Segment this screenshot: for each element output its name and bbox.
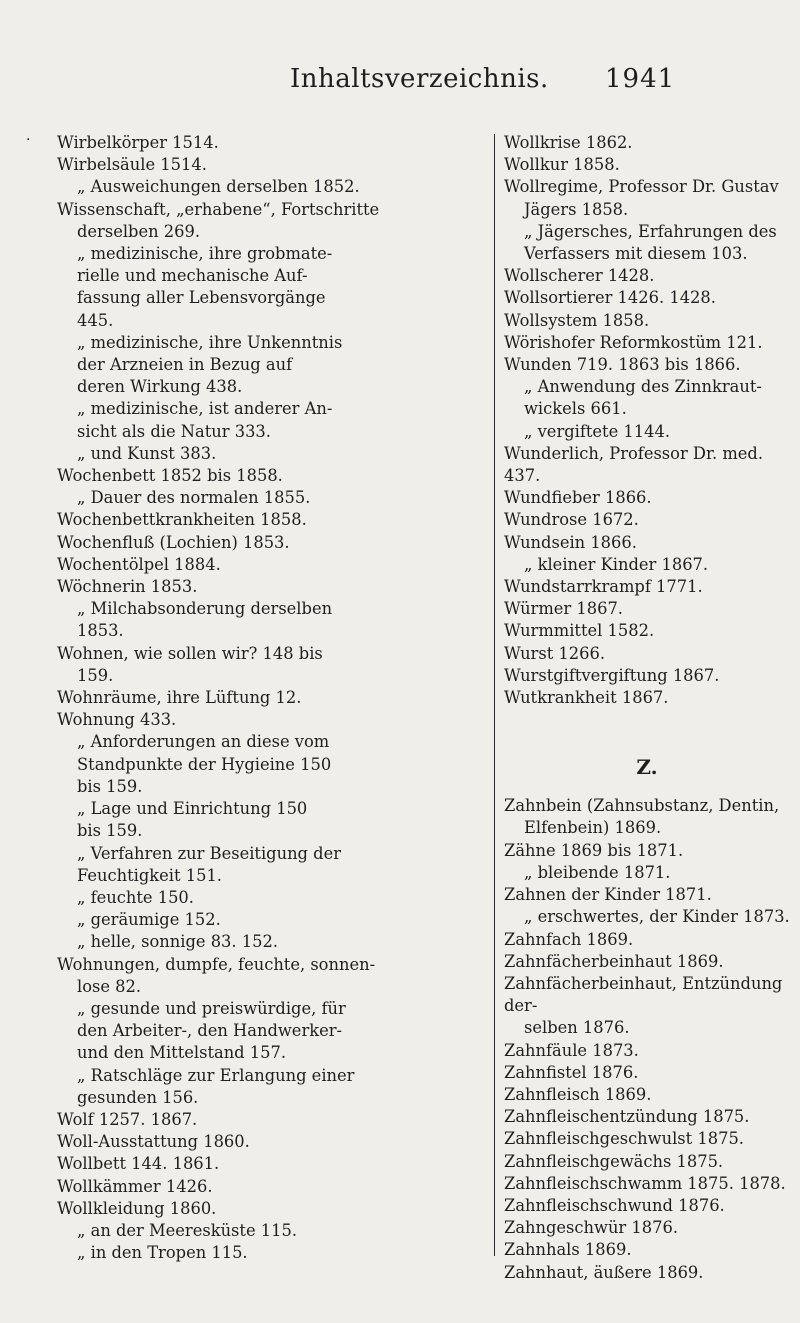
index-entry: Wollkur 1858. xyxy=(504,155,620,175)
index-entry: Wutkrankheit 1867. xyxy=(504,688,669,708)
index-entry: Zahnfäule 1873. xyxy=(504,1040,639,1060)
page-header xyxy=(0,64,800,104)
index-entry: Wochenbettkrankheiten 1858. xyxy=(57,510,307,530)
margin-mark: · xyxy=(26,132,31,148)
index-entry: sicht als die Natur 333. xyxy=(77,421,271,441)
index-entry: Wollsystem 1858. xyxy=(504,310,650,330)
index-entry: Zahnfleischschwund 1876. xyxy=(504,1195,725,1215)
index-entry: Wissenschaft, „erhabene“, Fortschritte xyxy=(57,199,380,219)
index-entry: Wirbelkörper 1514. xyxy=(57,133,219,152)
index-entry: „ Verfahren zur Beseitigung der xyxy=(77,843,341,863)
index-entry: „ in den Tropen 115. xyxy=(77,1243,248,1263)
index-entry: „ medizinische, ihre Unkenntnis xyxy=(77,332,343,352)
index-entry: Zähne 1869 bis 1871. xyxy=(504,840,684,860)
index-entry: Wollsortierer 1426. 1428. xyxy=(504,288,716,308)
index-entry: 159. xyxy=(77,665,114,685)
index-entry: Wochenfluß (Lochien) 1853. xyxy=(57,532,290,552)
index-entry: Wunden 719. 1863 bis 1866. xyxy=(504,355,741,375)
index-entry: Zahnfleischgeschwulst 1875. xyxy=(504,1129,744,1149)
index-entry: Zahnfächerbeinhaut 1869. xyxy=(504,951,724,971)
right-column xyxy=(504,132,790,1284)
index-entry: Jägers 1858. xyxy=(524,199,629,219)
index-entry: bis 159. xyxy=(77,776,143,796)
page-number: 1941 xyxy=(605,64,676,94)
index-entry: Wundsein 1866. xyxy=(504,532,637,552)
column-divider xyxy=(494,134,495,1256)
index-entry: wickels 661. xyxy=(524,399,627,419)
index-entry: 445. xyxy=(77,310,114,330)
index-entry: „ medizinische, ihre grobmate- xyxy=(77,244,333,264)
index-entry: „ Ratschläge zur Erlangung einer xyxy=(77,1065,355,1085)
index-entry: „ gesunde und preiswürdige, für xyxy=(77,998,346,1018)
index-entry: Wundrose 1672. xyxy=(504,510,639,530)
index-entry: Wohnräume, ihre Lüftung 12. xyxy=(57,688,302,708)
index-entry: Wundfieber 1866. xyxy=(504,488,652,508)
index-entry: „ Jägersches, Erfahrungen des xyxy=(524,221,777,241)
index-entry: den Arbeiter-, den Handwerker- xyxy=(77,1021,343,1041)
index-entry: Wollkleidung 1860. xyxy=(57,1198,217,1218)
index-entry: „ Ausweichungen derselben 1852. xyxy=(77,177,360,197)
index-entry: fassung aller Lebensvorgänge xyxy=(77,288,326,308)
index-entry: Zahnfleischgewächs 1875. xyxy=(504,1151,724,1171)
index-entry: Zahnfleisch 1869. xyxy=(504,1084,652,1104)
index-entry: Wirbelsäule 1514. xyxy=(57,155,207,175)
index-entry: Wollkrise 1862. xyxy=(504,133,633,152)
index-entry: Wurstgiftvergiftung 1867. xyxy=(504,665,720,685)
index-entry: Zahnhals 1869. xyxy=(504,1240,632,1260)
index-entry: „ erschwertes, der Kinder 1873. xyxy=(524,907,790,927)
index-entry: Wollbett 144. 1861. xyxy=(57,1154,220,1174)
index-entry: deren Wirkung 438. xyxy=(77,377,243,397)
index-entry: „ Dauer des normalen 1855. xyxy=(77,488,311,508)
index-entry: Zahngeschwür 1876. xyxy=(504,1218,678,1238)
index-entry: „ und Kunst 383. xyxy=(77,443,217,463)
index-entry: rielle und mechanische Auf- xyxy=(77,266,308,286)
index-entry: „ medizinische, ist anderer An- xyxy=(77,399,333,419)
index-entry: „ bleibende 1871. xyxy=(524,862,671,882)
index-entry: Elfenbein) 1869. xyxy=(524,818,662,838)
index-entry: Standpunkte der Hygieine 150 xyxy=(77,754,332,774)
index-entry: Wundstarrkrampf 1771. xyxy=(504,577,703,597)
index-entry: Verfassers mit diesem 103. xyxy=(524,244,748,264)
right-column-top xyxy=(504,132,790,709)
index-entry: Wollscherer 1428. xyxy=(504,266,655,286)
index-entry: Zahnhaut, äußere 1869. xyxy=(504,1262,704,1282)
index-entry: Wochenbett 1852 bis 1858. xyxy=(57,466,283,486)
index-entry: Wochentölpel 1884. xyxy=(57,554,221,574)
index-entry: derselben 269. xyxy=(77,221,201,241)
index-entry: „ an der Meeresküste 115. xyxy=(77,1220,298,1240)
index-entry: Zahnen der Kinder 1871. xyxy=(504,885,712,905)
index-entry: Wohnung 433. xyxy=(57,710,177,730)
index-entry: Woll-Ausstattung 1860. xyxy=(57,1132,250,1152)
index-entry: und den Mittelstand 157. xyxy=(77,1043,287,1063)
left-column xyxy=(57,132,445,1264)
index-entry: gesunden 156. xyxy=(77,1087,199,1107)
index-entry: Zahnfleischentzündung 1875. xyxy=(504,1107,750,1127)
header-title: Inhaltsverzeichnis. xyxy=(290,64,549,94)
index-entry: „ Lage und Einrichtung 150 xyxy=(77,799,308,819)
index-entry: 1853. xyxy=(77,621,124,641)
index-entry: Wollkämmer 1426. xyxy=(57,1176,213,1196)
index-entry: Zahnfistel 1876. xyxy=(504,1062,639,1082)
index-entry: „ Anwendung des Zinnkraut- xyxy=(524,377,762,397)
index-entry: „ Milchabsonderung derselben xyxy=(77,599,333,619)
right-column-bottom xyxy=(504,795,790,1283)
index-entry: selben 1876. xyxy=(524,1018,630,1038)
index-entry: Zahnfleischschwamm 1875. 1878. xyxy=(504,1173,786,1193)
index-entry: Wollregime, Professor Dr. Gustav xyxy=(504,177,779,197)
index-entry: Zahnfächerbeinhaut, Entzündung der- xyxy=(504,973,783,1016)
index-entry: „ feuchte 150. xyxy=(77,887,194,907)
index-entry: „ helle, sonnige 83. 152. xyxy=(77,932,279,952)
section-letter-z: Z. xyxy=(636,755,658,780)
index-entry: Wöchnerin 1853. xyxy=(57,577,198,597)
index-entry: Würmer 1867. xyxy=(504,599,623,619)
index-entry: Wörishofer Reformkostüm 121. xyxy=(504,332,763,352)
index-entry: Zahnfach 1869. xyxy=(504,929,634,949)
index-entry: „ Anforderungen an diese vom xyxy=(77,732,330,752)
index-entry: lose 82. xyxy=(77,976,142,996)
index-entry: „ kleiner Kinder 1867. xyxy=(524,554,709,574)
index-entry: Wolf 1257. 1867. xyxy=(57,1109,198,1129)
index-entry: bis 159. xyxy=(77,821,143,841)
index-entry: „ geräumige 152. xyxy=(77,910,221,930)
index-entry: Wurmmittel 1582. xyxy=(504,621,655,641)
index-entry: Wunderlich, Professor Dr. med. 437. xyxy=(504,443,763,486)
index-entry: Feuchtigkeit 151. xyxy=(77,865,222,885)
index-entry: „ vergiftete 1144. xyxy=(524,421,671,441)
index-entry: Wurst 1266. xyxy=(504,643,606,663)
index-entry: Wohnungen, dumpfe, feuchte, sonnen- xyxy=(57,954,376,974)
index-entry: Wohnen, wie sollen wir? 148 bis xyxy=(57,643,323,663)
index-entry: Zahnbein (Zahnsubstanz, Dentin, xyxy=(504,796,780,816)
index-entry: der Arzneien in Bezug auf xyxy=(77,355,293,375)
